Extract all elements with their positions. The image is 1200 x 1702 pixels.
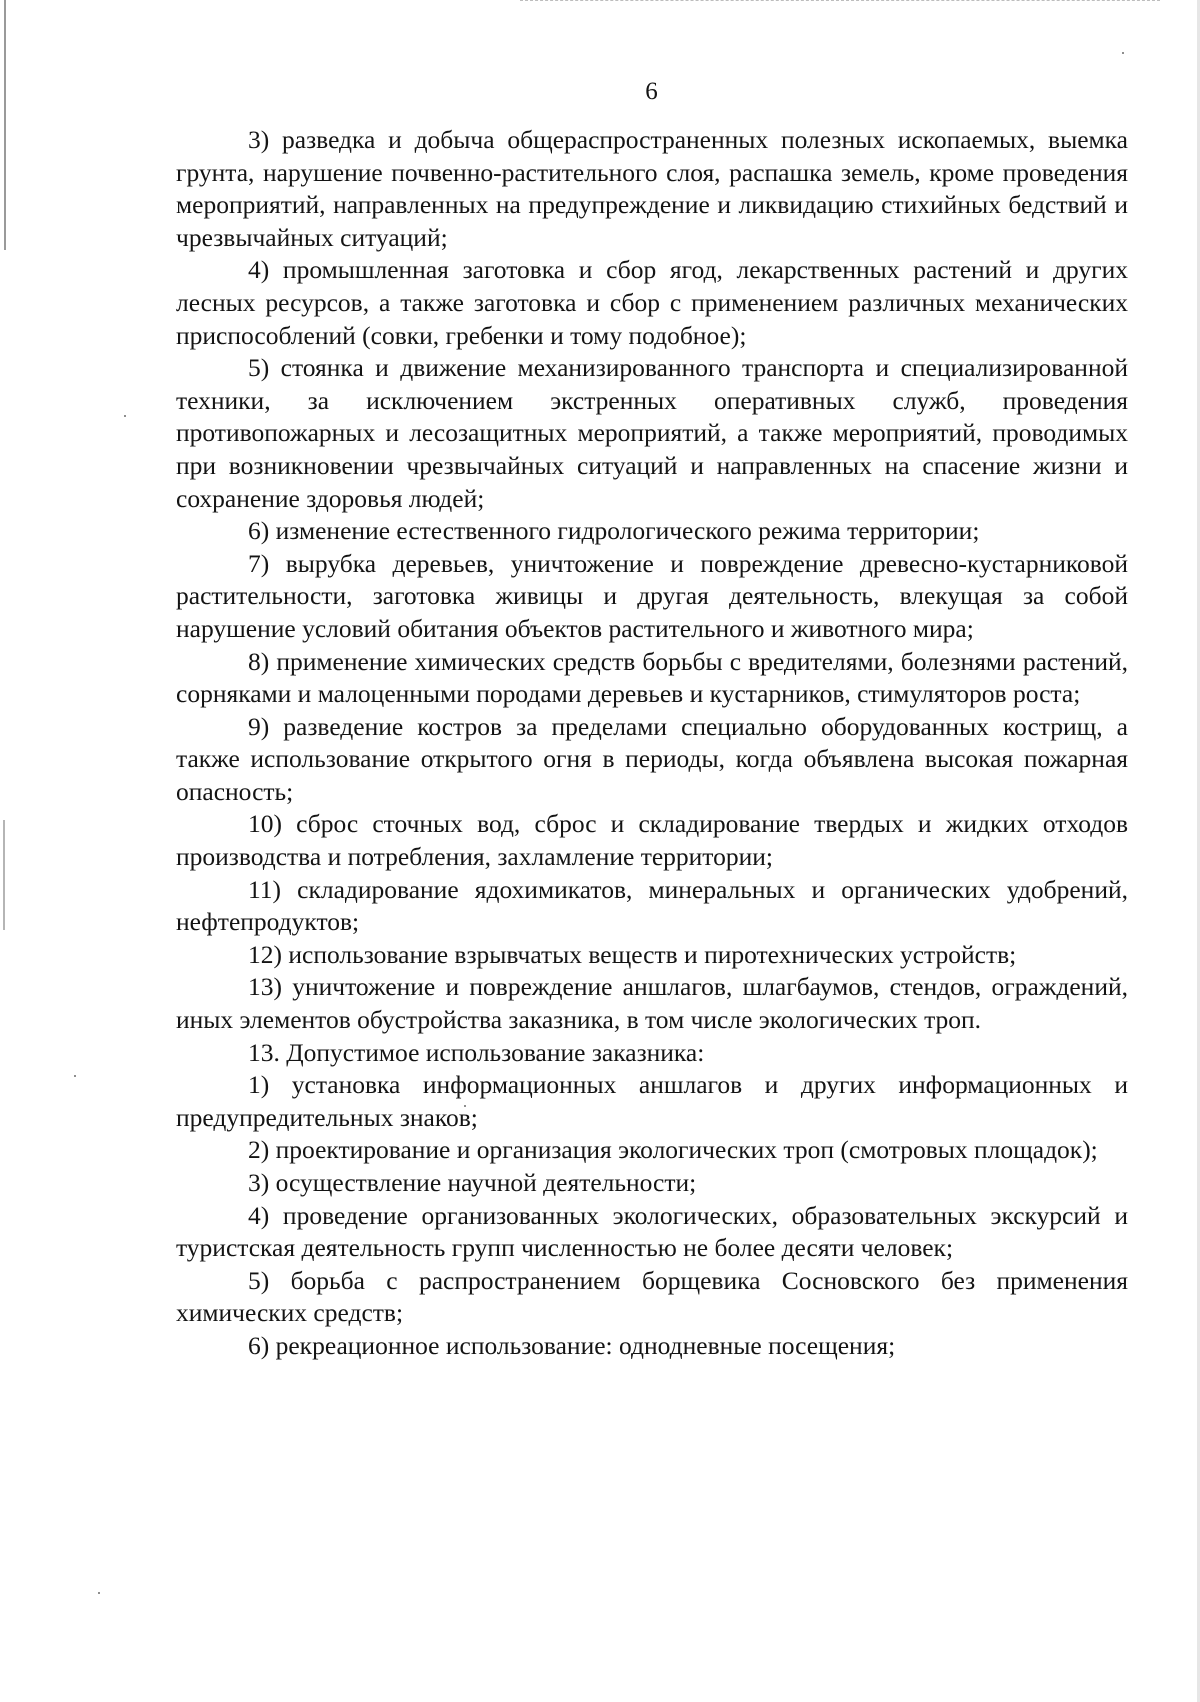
paragraph: 3) осуществление научной деятельности; <box>248 1168 697 1197</box>
paragraph: 8) применение химических средств борьбы с вредителями, болезнями растений, сорняками и малоценными породами деревьев и кустарников, стимуляторов роста; <box>176 646 1128 709</box>
paragraph: 6) изменение естественного гидрологического режима территории; <box>248 516 980 546</box>
paragraph: 5) борьба с распространением борщевика Сосновского без применения химических средств; <box>176 1265 1128 1328</box>
paragraph: 6) рекреационное использование: однодневные посещения; <box>248 1330 896 1360</box>
scan-speck <box>74 1075 76 1077</box>
paragraph: 13) уничтожение и повреждение аншлагов, шлагбаумов, стендов, ограждений, иных элементов обустройства заказника, в том числе экологических троп. <box>176 972 1128 1035</box>
scan-edge-top <box>520 0 1160 2</box>
scan-edge-left-lower <box>3 820 5 930</box>
paragraph: 5) стоянка и движение механизированного транспорта и специализированной техники, за исключением экстренных оперативных служб, проведения противопожарных и лесозащитных мероприятий, а также мероприятий, проводимых при возникновении чрезвычайных ситуаций и направленных на спасение жизни и сохранение здоровья людей; <box>176 353 1128 513</box>
paragraph: 12) использование взрывчатых веществ и пиротехнических устройств; <box>248 939 1017 969</box>
document-body <box>176 124 1128 1363</box>
scan-speck <box>124 415 126 417</box>
paragraph: 4) проведение организованных экологических, образовательных экскурсий и туристская деятельность групп численностью не более десяти человек; <box>176 1200 1128 1263</box>
paragraph: 11) складирование ядохимикатов, минеральных и органических удобрений, нефтепродуктов; <box>176 874 1128 937</box>
scan-edge-left <box>4 0 6 250</box>
scan-speck <box>98 1592 100 1594</box>
paragraph: 2) проектирование и организация экологических троп (смотровых площадок); <box>248 1135 1098 1165</box>
paragraph: 3) разведка и добыча общераспространенных полезных ископаемых, выемка грунта, нарушение почвенно-растительного слоя, распашка земель, кроме проведения мероприятий, направленных на предупреждение и ликвидацию стихийных бедствий и чрезвычайных ситуаций; <box>176 125 1128 252</box>
paragraph: 9) разведение костров за пределами специально оборудованных кострищ, а также использование открытого огня в периоды, когда объявлена высокая пожарная опасность; <box>176 711 1128 806</box>
paragraph: 10) сброс сточных вод, сброс и складирование твердых и жидких отходов производства и потребления, захламление территории; <box>176 809 1128 872</box>
scan-speck <box>1122 52 1124 54</box>
page-number: 6 <box>645 78 658 105</box>
paragraph: 7) вырубка деревьев, уничтожение и повреждение древесно-кустарниковой растительности, заготовка живицы и другая деятельность, влекущая за собой нарушение условий обитания объектов растительного и животного мира; <box>176 548 1128 643</box>
paragraph: 1) установка информационных аншлагов и других информационных и предупредительных знаков; <box>176 1070 1128 1132</box>
paragraph: 4) промышленная заготовка и сбор ягод, лекарственных растений и других лесных ресурсов, а также заготовка и сбор с применением различных механических приспособлений (совки, гребенки и тому подобное); <box>176 255 1128 350</box>
section-heading: 13. Допустимое использование заказника: <box>248 1037 705 1067</box>
